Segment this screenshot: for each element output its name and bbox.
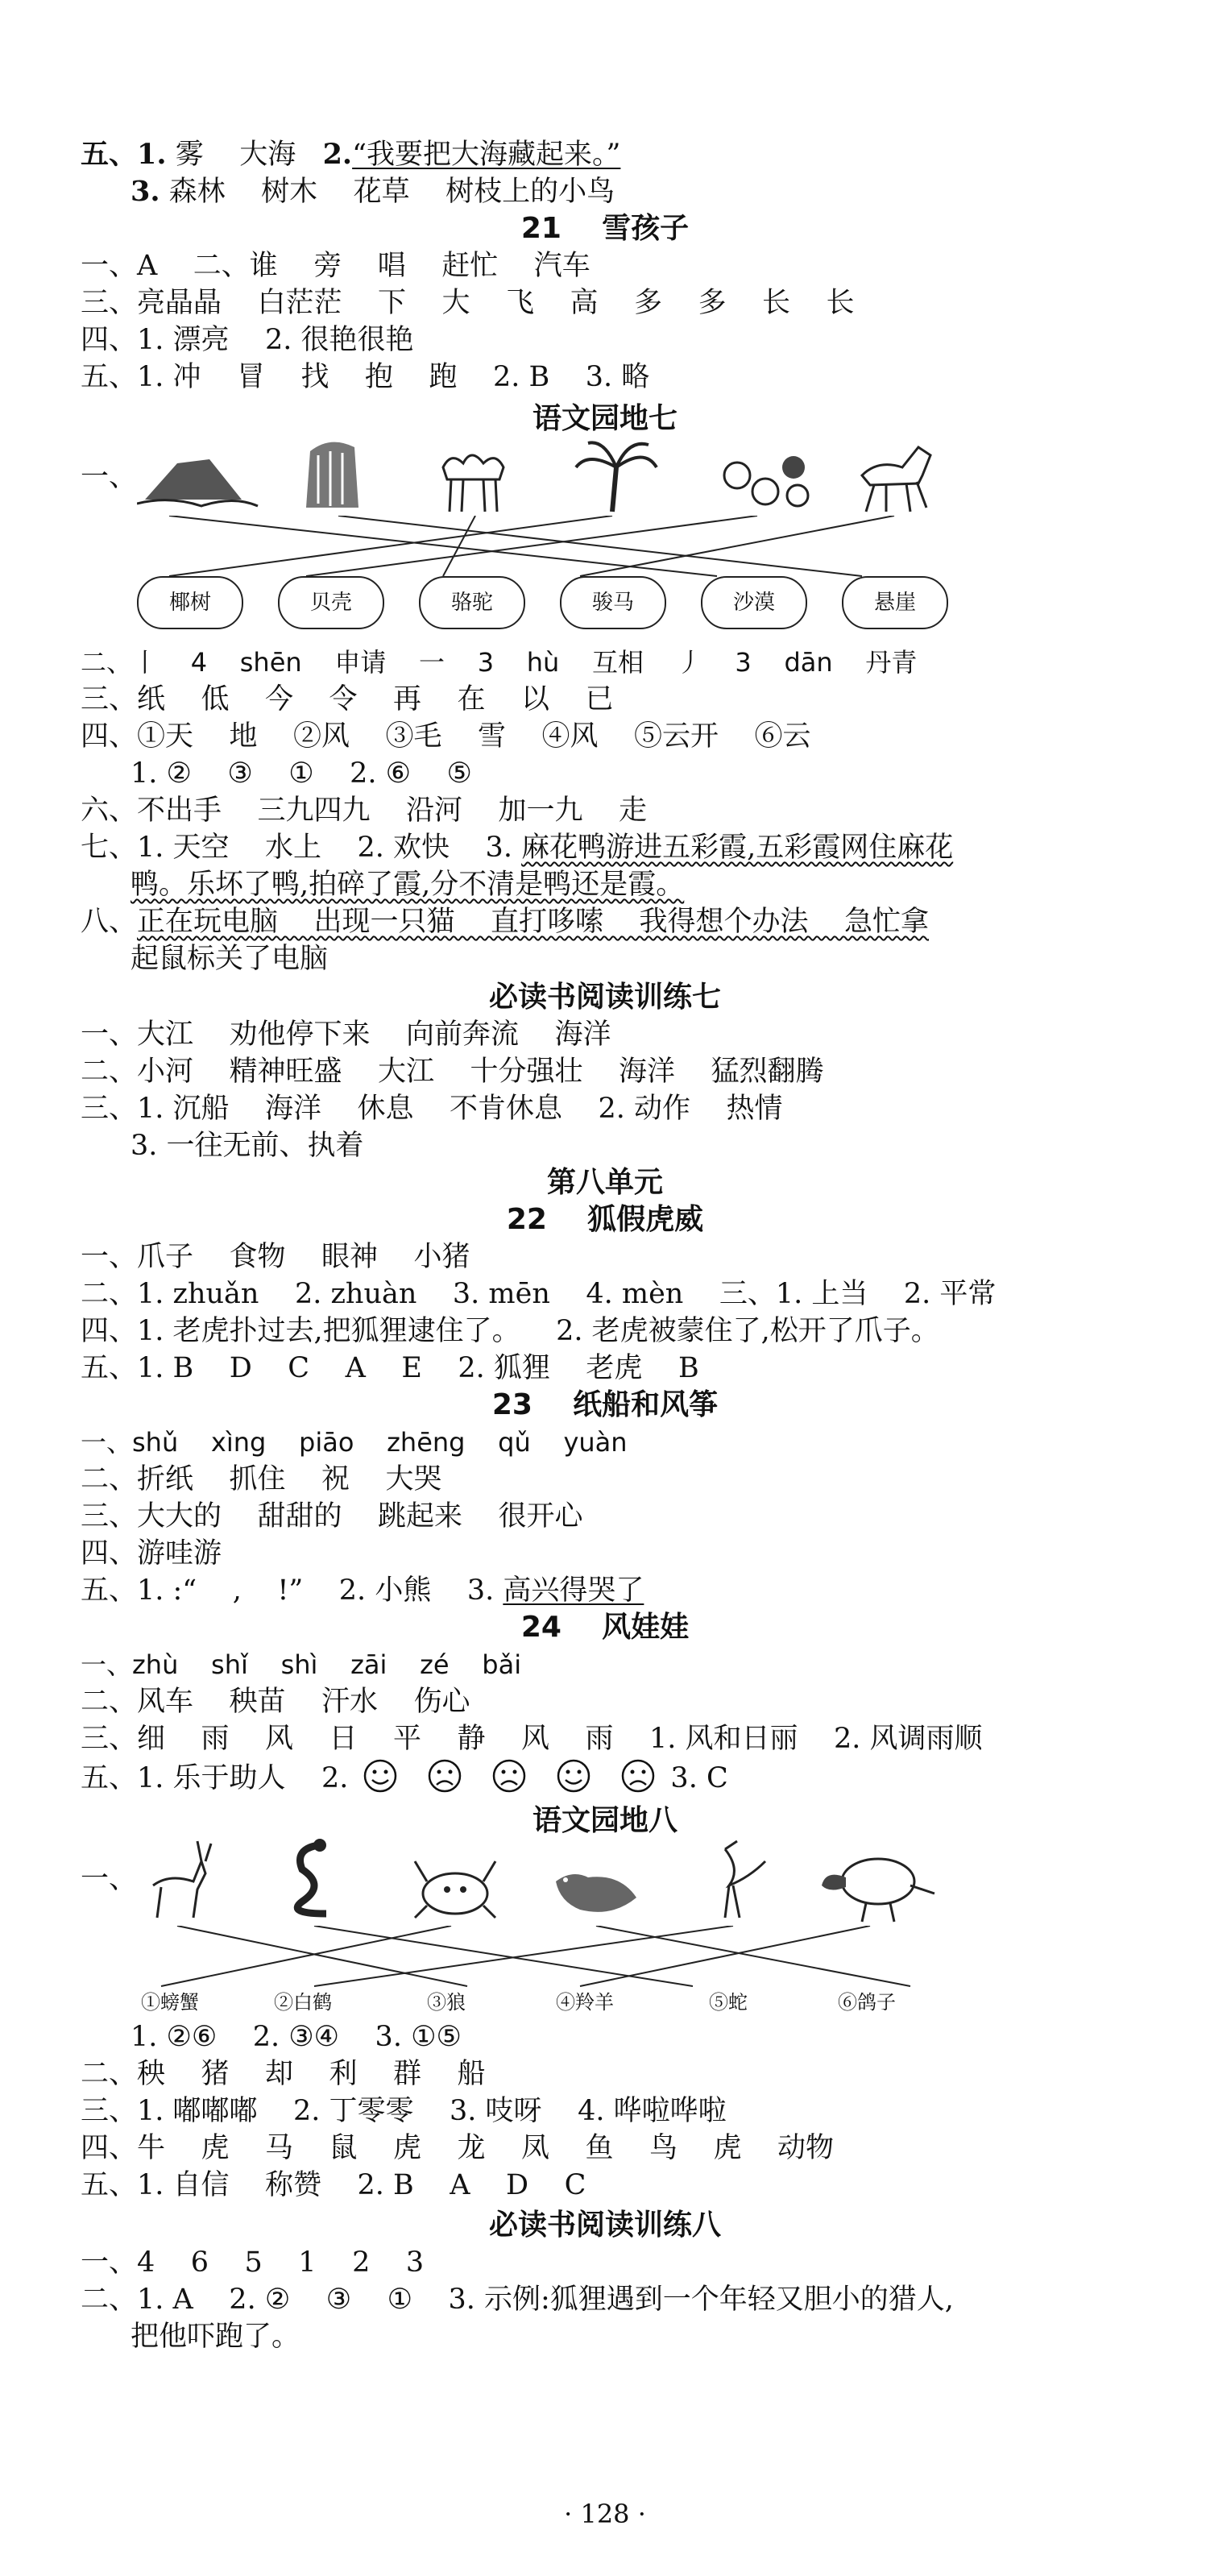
palm-tree-icon bbox=[576, 442, 657, 512]
smile-face-icon bbox=[363, 1758, 398, 1794]
frown-face-icon bbox=[620, 1758, 656, 1794]
answer-line: 起鼠标关了电脑 bbox=[131, 943, 329, 975]
answer-line: 五、1. 雾 大海 2.“我要把大海藏起来。” bbox=[81, 138, 621, 171]
answer-line: 一、A 二、谁 旁 唱 赶忙 汽车 bbox=[81, 250, 590, 282]
answer-line: 二、丨 4 shēn 申请 一 3 hù 互相 丿 3 dān 丹青 bbox=[81, 647, 918, 678]
cloud-label: 悬崖 bbox=[842, 576, 948, 629]
animal-pictures bbox=[137, 1837, 951, 1926]
answer-line: 一、zhù shǐ shì zāi zé bǎi bbox=[81, 1649, 522, 1680]
answer-line: 把他吓跑了。 bbox=[131, 2321, 300, 2353]
section-title: 语文园地七 bbox=[532, 402, 678, 435]
frown-face-icon bbox=[427, 1758, 462, 1794]
answer-line: 三、亮晶晶 白茫茫 下 大 飞 高 多 多 长 长 bbox=[81, 287, 855, 319]
answer-line: 四、游哇游 bbox=[81, 1537, 222, 1570]
crane-icon bbox=[725, 1841, 765, 1918]
matching-pictures bbox=[137, 435, 951, 516]
answer-line: 三、1. 嘟嘟嘟 2. 丁零零 3. 吱呀 4. 哗啦哗啦 bbox=[81, 2095, 727, 2127]
answer-line: 五、1. 自信 称赞 2. B A D C bbox=[81, 2169, 586, 2201]
answer-line: 一、shǔ xìng piāo zhēng qǔ yuàn bbox=[81, 1427, 628, 1458]
snake-icon bbox=[297, 1839, 326, 1914]
rock-icon bbox=[137, 459, 258, 506]
answer-line: 四、牛 虎 马 鼠 虎 龙 凤 鱼 鸟 虎 动物 bbox=[81, 2132, 835, 2164]
answer-line: 五、1. :“ , !” 2. 小熊 3. 高兴得哭了 bbox=[81, 1574, 644, 1607]
section-title: 语文园地八 bbox=[532, 1804, 678, 1837]
frown-face-icon bbox=[491, 1758, 527, 1794]
answer-line: 3. 一往无前、执着 bbox=[131, 1130, 364, 1162]
answer-line: 五、1. 乐于助人 2. 3. C bbox=[81, 1758, 728, 1796]
crab-icon bbox=[415, 1861, 495, 1918]
section-title: 21 雪孩子 bbox=[520, 212, 690, 245]
cloud-label: 骏马 bbox=[560, 576, 666, 629]
answer-line: 三、1. 沉船 海洋 休息 不肯休息 2. 动作 热情 bbox=[81, 1093, 783, 1125]
answer-line: 二、1. A 2. ② ③ ① 3. 示例:狐狸遇到一个年轻又胆小的猎人, bbox=[81, 2284, 954, 2316]
matching-lines bbox=[137, 516, 951, 580]
answer-line: 二、风车 秧苗 汗水 伤心 bbox=[81, 1686, 470, 1718]
section-title: 必读书阅读训练七 bbox=[488, 981, 721, 1014]
answer-line: 二、1. zhuǎn 2. zhuàn 3. mēn 4. mèn 三、1. 上当 2. 平常 bbox=[81, 1278, 997, 1310]
section-title: 必读书阅读训练八 bbox=[488, 2209, 721, 2242]
matching-lines bbox=[137, 1926, 951, 1990]
answer-line: 八、正在玩电脑 出现一只猫 直打哆嗦 我得想个办法 急忙拿 bbox=[81, 906, 930, 938]
answer-line: 1. ②⑥ 2. ③④ 3. ①⑤ bbox=[131, 2021, 462, 2053]
answer-line: 五、1. 冲 冒 找 抱 跑 2. B 3. 略 bbox=[81, 361, 650, 393]
answer-line: 六、不出手 三九四九 沿河 加一九 走 bbox=[81, 794, 648, 827]
answer-line: 七、1. 天空 水上 2. 欢快 3. 麻花鸭游进五彩霞,五彩霞网住麻花 bbox=[81, 832, 954, 864]
answer-line: 二、秧 猪 却 利 群 船 bbox=[81, 2058, 486, 2090]
answer-line: 三、大大的 甜甜的 跳起来 很开心 bbox=[81, 1500, 583, 1533]
horse-icon bbox=[862, 447, 930, 512]
camel-icon bbox=[443, 455, 503, 512]
answer-line: 五、1. B D C A E 2. 狐狸 老虎 B bbox=[81, 1352, 699, 1384]
answer-line: 二、小河 精神旺盛 大江 十分强壮 海洋 猛烈翻腾 bbox=[81, 1056, 824, 1088]
question-label: 一、 bbox=[81, 1863, 138, 1895]
section-title: 24 风娃娃 bbox=[520, 1611, 690, 1644]
platypus-icon bbox=[822, 1859, 934, 1922]
cloud-label: 骆驼 bbox=[419, 576, 525, 629]
animal-label: ⑥鸽子 bbox=[838, 1991, 896, 2014]
answer-line: 1. ② ③ ① 2. ⑥ ⑤ bbox=[131, 757, 472, 790]
cloud-label: 贝壳 bbox=[278, 576, 384, 629]
answer-line: 一、大江 劝他停下来 向前奔流 海洋 bbox=[81, 1018, 611, 1051]
animal-label: ①螃蟹 bbox=[141, 1991, 199, 2014]
answer-line: 二、折纸 抓住 祝 大哭 bbox=[81, 1463, 442, 1495]
answer-line: 一、4 6 5 1 2 3 bbox=[81, 2246, 425, 2279]
answer-line: 四、①天 地 ②风 ③毛 雪 ④风 ⑤云开 ⑥云 bbox=[81, 720, 811, 753]
pigeon-icon bbox=[556, 1874, 636, 1912]
waterfall-icon bbox=[306, 442, 358, 508]
answer-line: 四、1. 漂亮 2. 很艳很艳 bbox=[81, 324, 414, 356]
answer-line: 四、1. 老虎扑过去,把狐狸逮住了。 2. 老虎被蒙住了,松开了爪子。 bbox=[81, 1315, 939, 1347]
section-title: 23 纸船和风筝 bbox=[491, 1388, 719, 1421]
question-label: 一、 bbox=[81, 461, 138, 493]
shells-icon bbox=[724, 456, 808, 506]
answer-line: 鸭。乐坏了鸭,拍碎了霞,分不清是鸭还是霞。 bbox=[131, 869, 685, 901]
section-title: 22 狐假虎威 bbox=[506, 1203, 704, 1236]
answer-line: 一、爪子 食物 眼神 小猪 bbox=[81, 1241, 470, 1273]
answer-line: 三、细 雨 风 日 平 静 风 雨 1. 风和日丽 2. 风调雨顺 bbox=[81, 1723, 983, 1755]
animal-label: ②白鹤 bbox=[274, 1991, 332, 2014]
answer-line: 三、纸 低 今 令 再 在 以 已 bbox=[81, 683, 614, 716]
animal-label: ④羚羊 bbox=[556, 1991, 614, 2014]
antelope-icon bbox=[153, 1841, 211, 1918]
animal-label: ③狼 bbox=[427, 1991, 466, 2014]
unit-title: 第八单元 bbox=[546, 1166, 663, 1199]
animal-label: ⑤蛇 bbox=[709, 1991, 748, 2014]
cloud-label: 椰树 bbox=[137, 576, 243, 629]
smile-face-icon bbox=[556, 1758, 591, 1794]
cloud-label: 沙漠 bbox=[701, 576, 807, 629]
page-number: · 128 · bbox=[564, 2499, 646, 2529]
answer-line: 3. 森林 树木 花草 树枝上的小鸟 bbox=[131, 175, 615, 208]
